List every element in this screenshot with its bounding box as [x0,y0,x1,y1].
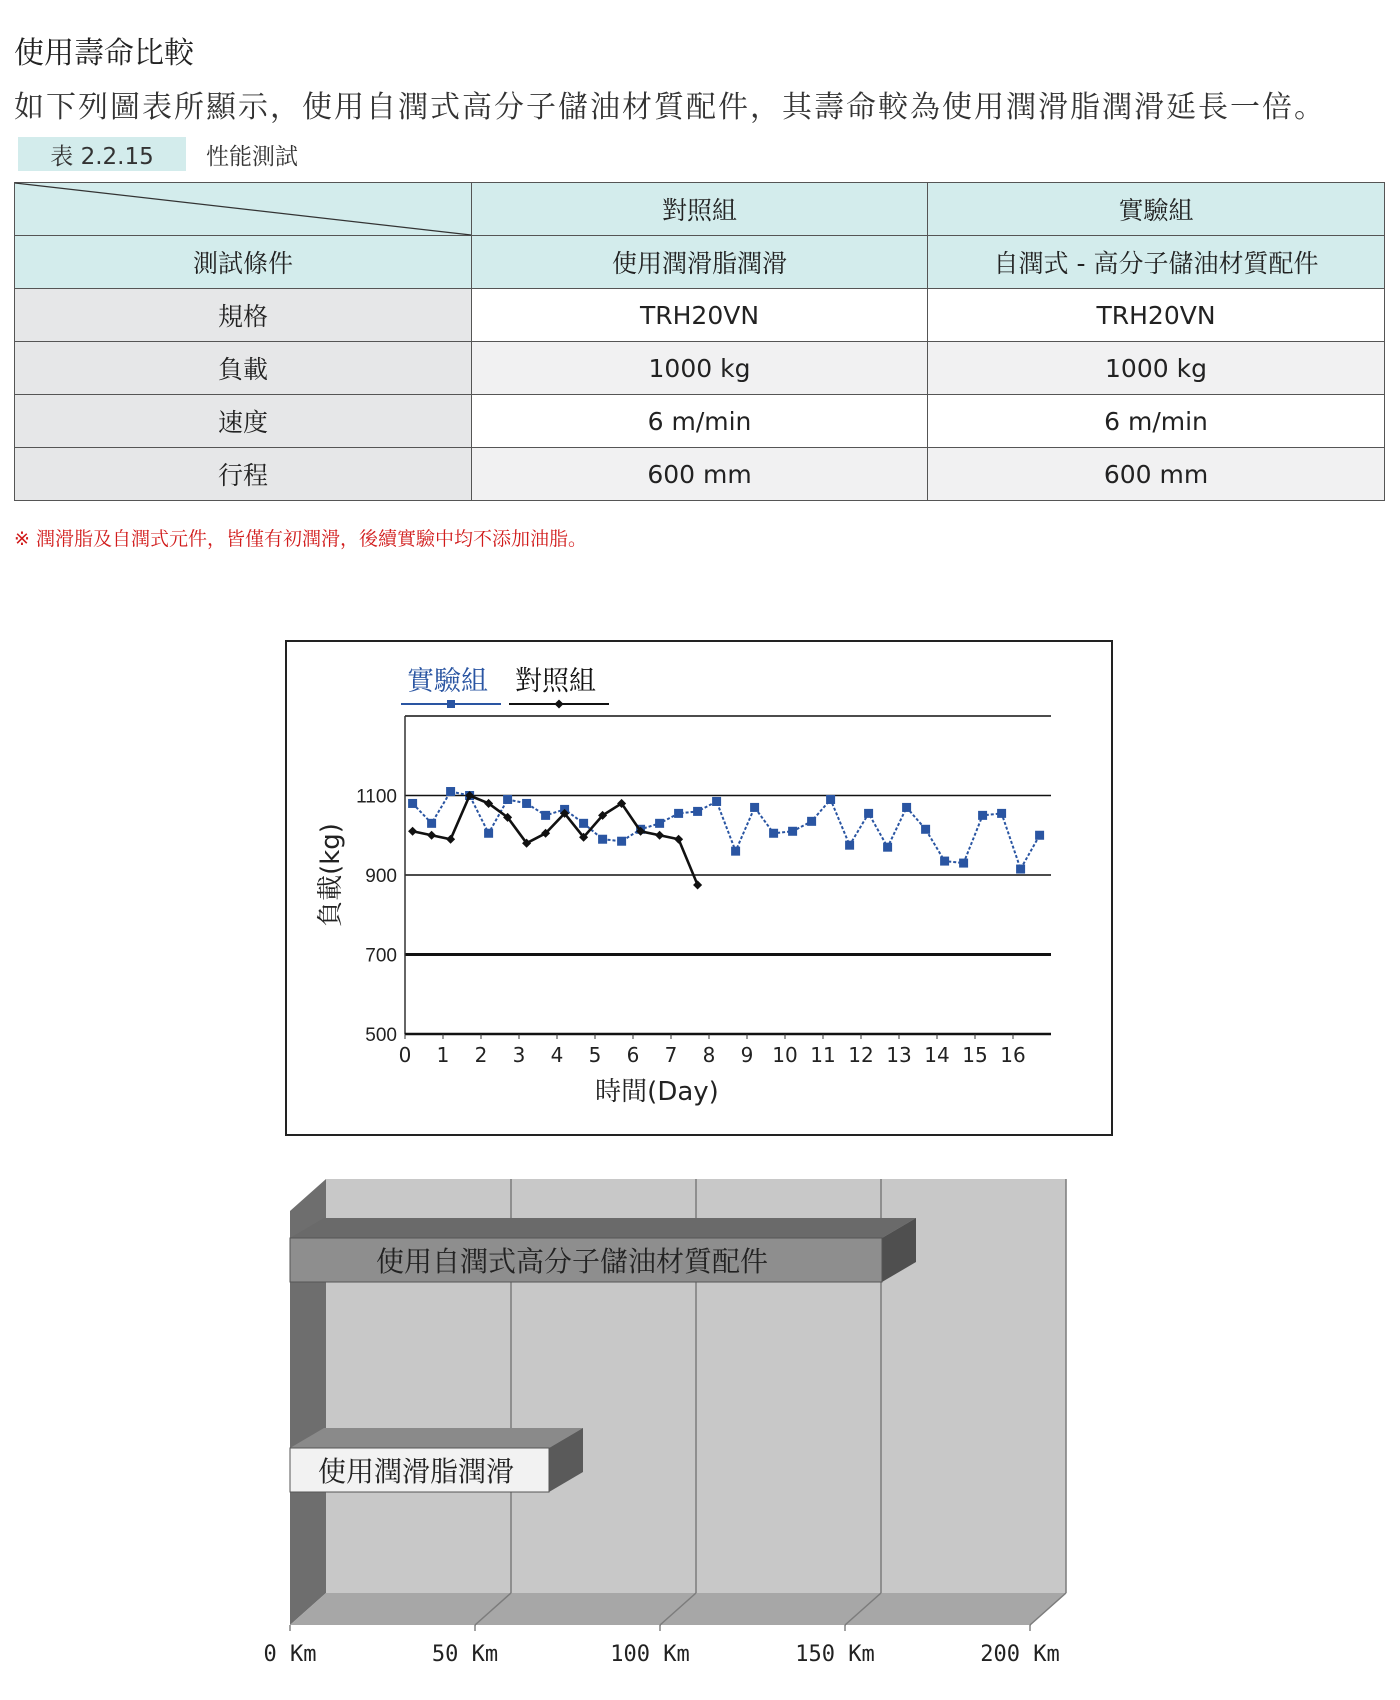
data-point-experiment [864,809,873,818]
data-point-experiment [522,799,531,808]
data-point-experiment [712,797,721,806]
data-point-experiment [693,807,702,816]
legend-marker [554,699,563,708]
y-tick-label: 900 [365,866,397,887]
data-point-control [408,827,417,836]
x-tick-label: 4 [550,1043,564,1067]
table-header-row [15,183,1385,236]
intro-paragraph: 如下列圖表所顯示，使用自潤式高分子儲油材質配件，其壽命較為使用潤滑脂潤滑延長一倍。 [14,90,1326,125]
condition-experiment: 自潤式 - 高分子儲油材質配件 [928,236,1385,289]
data-point-experiment [484,829,493,838]
cell-experiment: 600 mm [928,448,1385,501]
x-tick-label: 200 Km [980,1642,1060,1667]
data-point-experiment [598,835,607,844]
x-tick-label: 10 [772,1043,798,1067]
data-point-control [693,880,702,889]
data-point-experiment [674,809,683,818]
bar-top [290,1218,916,1238]
cell-control: 1000 kg [472,342,928,395]
row-label: 行程 [15,448,472,501]
data-point-control [446,835,455,844]
condition-row [15,236,1385,289]
table-row [15,448,1385,501]
data-point-control [655,831,664,840]
x-tick-label: 9 [740,1043,754,1067]
data-point-experiment [959,859,968,868]
y-tick-label: 1100 [356,786,397,808]
y-axis-label: 負載(kg) [316,823,346,927]
data-point-experiment [750,803,759,812]
x-tick-label: 12 [848,1043,874,1067]
x-tick-label: 15 [962,1043,988,1067]
data-point-experiment [731,847,740,856]
x-tick-label: 5 [588,1043,602,1067]
experiment-group-header: 實驗組 [928,183,1385,236]
data-point-experiment [655,819,664,828]
x-tick-label: 50 Km [431,1642,499,1667]
y-tick-label: 500 [365,1025,397,1046]
load-time-line-chart [285,640,1113,1136]
x-tick-label: 0 Km [263,1642,317,1667]
line-chart-svg [287,642,1111,1134]
x-tick-label: 150 Km [795,1642,875,1667]
data-point-experiment [541,811,550,820]
x-tick-label: 3 [512,1043,526,1067]
data-point-experiment [1016,865,1025,874]
data-point-control [674,835,683,844]
x-axis-label: 時間(Day) [595,1077,719,1107]
x-tick-label: 13 [886,1043,912,1067]
table-row [15,289,1385,342]
data-point-experiment [617,837,626,846]
x-tick-label: 14 [924,1043,950,1067]
x-tick-label: 16 [1000,1043,1026,1067]
data-point-control [427,831,436,840]
x-tick-label: 8 [702,1043,716,1067]
table-note: ※ 潤滑脂及自潤式元件，皆僅有初潤滑，後續實驗中均不添加油脂。 [14,528,587,550]
data-point-experiment [902,803,911,812]
bar-top [290,1428,583,1448]
cell-control: TRH20VN [472,289,928,342]
cell-experiment: 6 m/min [928,395,1385,448]
condition-control: 使用潤滑脂潤滑 [472,236,928,289]
data-point-experiment [978,811,987,820]
cell-experiment: TRH20VN [928,289,1385,342]
data-point-experiment [807,817,816,826]
series-line-control [413,796,698,885]
legend-label-control: 對照組 [515,666,596,697]
table-caption [18,137,298,171]
data-point-experiment [503,795,512,804]
legend-label-experiment: 實驗組 [407,666,488,697]
table-row [15,395,1385,448]
legend-marker [447,700,455,708]
data-point-experiment [408,799,417,808]
data-point-experiment [788,827,797,836]
control-group-header: 對照組 [472,183,928,236]
x-tick-label: 0 [398,1043,412,1067]
cell-experiment: 1000 kg [928,342,1385,395]
x-tick-label: 100 Km [610,1642,690,1667]
data-point-experiment [940,857,949,866]
data-point-experiment [921,825,930,834]
bar-label: 使用潤滑脂潤滑 [318,1455,515,1488]
row-label: 速度 [15,395,472,448]
bar-label: 使用自潤式高分子儲油材質配件 [376,1245,769,1278]
x-tick-label: 6 [626,1043,640,1067]
life-bar-chart [263,1165,1120,1685]
table-number: 表 2.2.15 [18,137,186,171]
bar-chart-svg [263,1165,1120,1685]
row-label: 規格 [15,289,472,342]
data-point-experiment [845,841,854,850]
cell-control: 6 m/min [472,395,928,448]
condition-label: 測試條件 [15,236,472,289]
performance-test-table [14,182,1385,501]
table-row [15,342,1385,395]
x-tick-label: 1 [436,1043,450,1067]
row-label: 負載 [15,342,472,395]
y-tick-label: 700 [365,945,397,967]
x-tick-label: 7 [664,1043,678,1067]
table-title: 性能測試 [206,143,298,170]
data-point-experiment [427,819,436,828]
section-title: 使用壽命比較 [14,36,194,71]
data-point-experiment [883,843,892,852]
data-point-experiment [997,809,1006,818]
x-tick-label: 11 [810,1043,836,1067]
data-point-experiment [769,829,778,838]
data-point-experiment [579,819,588,828]
cell-control: 600 mm [472,448,928,501]
data-point-experiment [826,795,835,804]
diagonal-corner-cell [15,183,472,236]
data-point-experiment [446,787,455,796]
data-point-experiment [1035,831,1044,840]
x-tick-label: 2 [474,1043,488,1067]
